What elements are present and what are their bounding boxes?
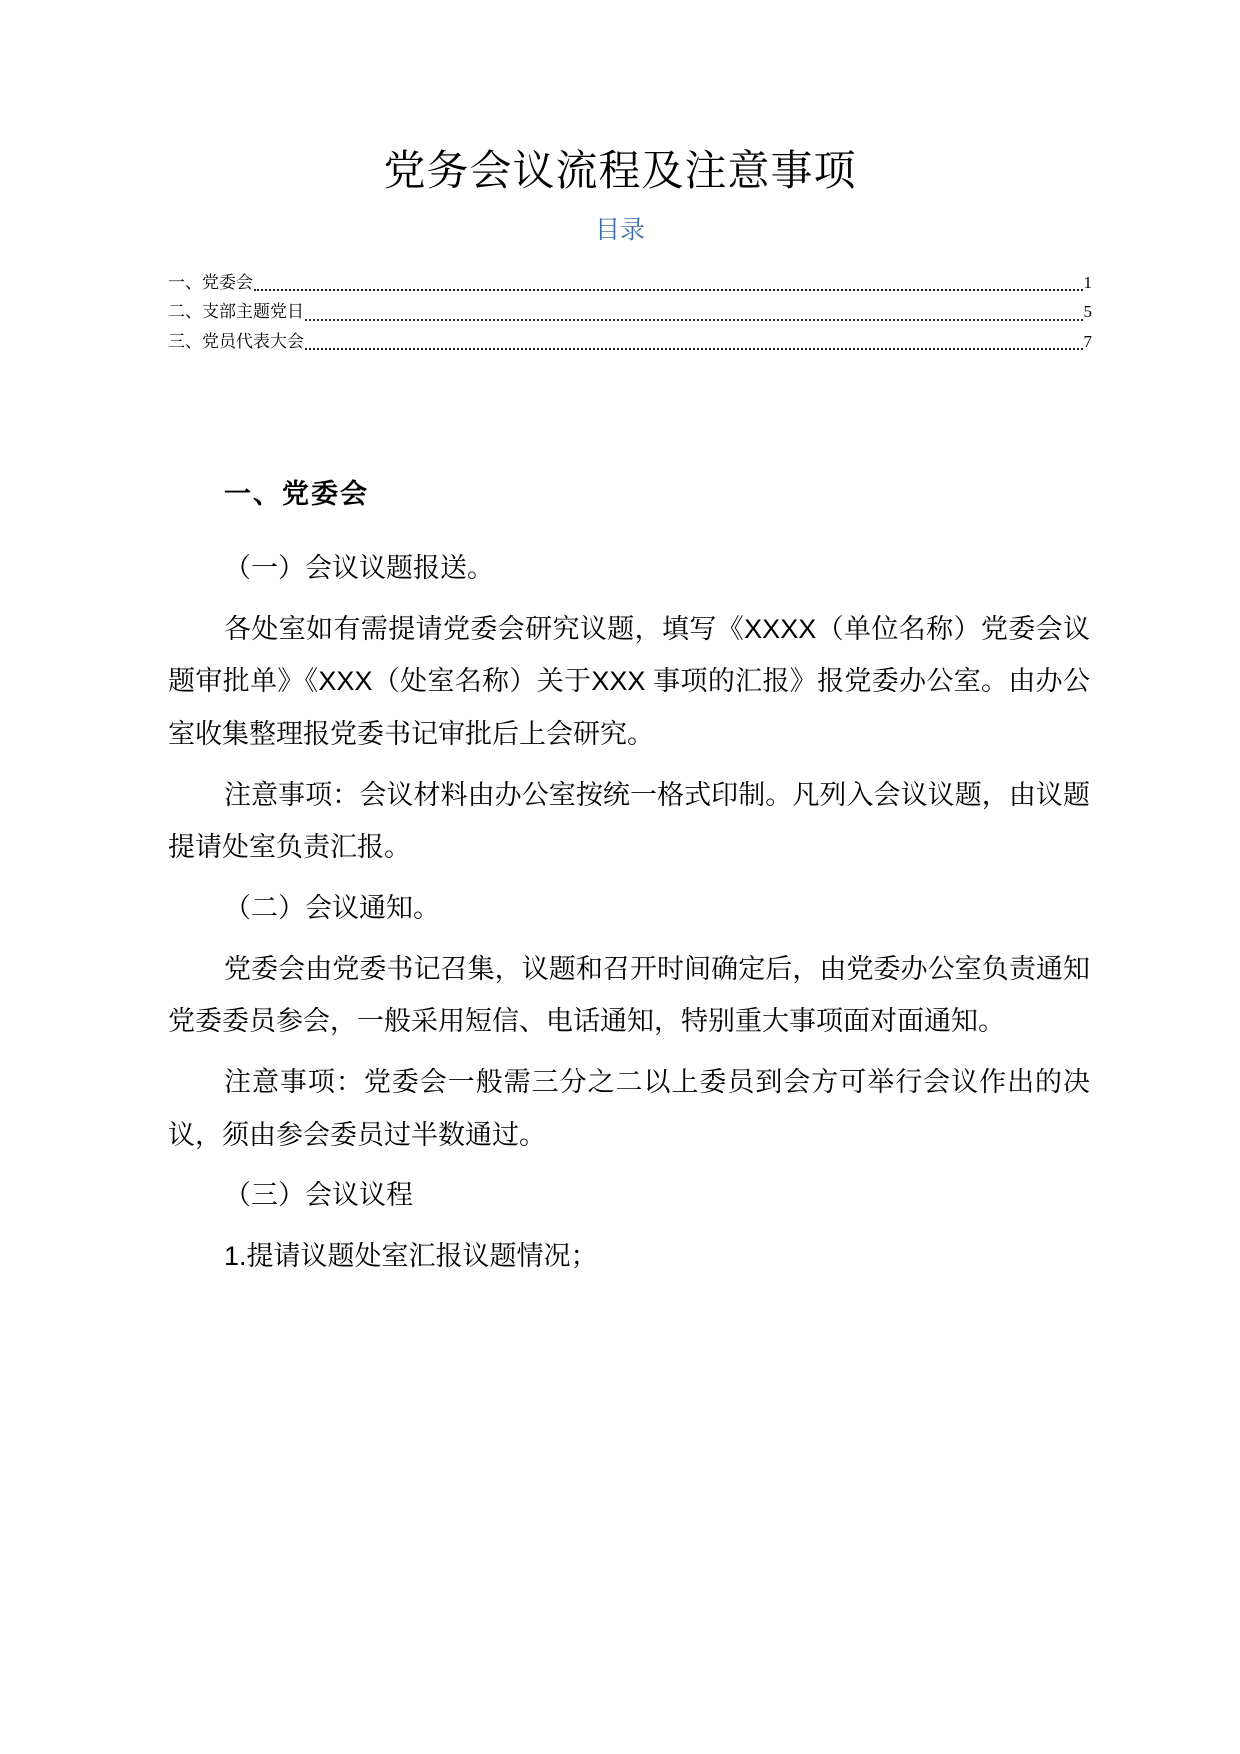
toc-heading: 目录	[594, 215, 645, 244]
agenda-item-1: 1.提请议题处室汇报议题情况；	[224, 1240, 598, 1271]
toc-entry-3[interactable]	[168, 327, 1092, 356]
toc-entry-label: 一、党委会	[168, 273, 253, 293]
subsection-heading-1: （一）会议议题报送。	[224, 553, 494, 584]
toc-dot-leader	[305, 347, 1083, 350]
page-title: 党务会议流程及注意事项	[383, 147, 857, 194]
subsection-heading-3: （三）会议议程	[224, 1180, 413, 1211]
subsection-1-note: 注意事项：会议材料由办公室按统一格式印制。凡列入会议议题，由议题提请处室负责汇报。	[168, 779, 1090, 863]
subsection-2-note: 注意事项：党委会一般需三分之二以上委员到会方可举行会议作出的决议，须由参会委员过半数通过。	[168, 1066, 1090, 1150]
toc-entry-page: 1	[1083, 273, 1092, 293]
table-of-contents	[0, 268, 1240, 356]
section-heading-party-committee: 一、党委会	[224, 478, 369, 509]
subsection-1-paragraph: 各处室如有需提请党委会研究议题，填写《XXXX（单位名称）党委会议题审批单》《XXX（处室名称）关于XXX 事项的汇报》报党委办公室。由办公室收集整理报党委书记审批后上会研究。	[168, 613, 1090, 750]
subsection-heading-2: （二）会议通知。	[224, 893, 440, 924]
toc-entry-page: 5	[1083, 302, 1092, 322]
toc-entry-label: 三、党员代表大会	[168, 331, 304, 351]
toc-dot-leader	[305, 318, 1083, 321]
toc-entry-1[interactable]	[168, 268, 1092, 297]
toc-entry-2[interactable]	[168, 297, 1092, 326]
document-body	[0, 476, 1240, 1283]
toc-entry-page: 7	[1083, 331, 1092, 351]
toc-dot-leader	[254, 288, 1083, 291]
subsection-2-paragraph: 党委会由党委书记召集，议题和召开时间确定后，由党委办公室负责通知党委委员参会，一般采用短信、电话通知，特别重大事项面对面通知。	[168, 953, 1090, 1037]
toc-entry-label: 二、支部主题党日	[168, 302, 304, 322]
